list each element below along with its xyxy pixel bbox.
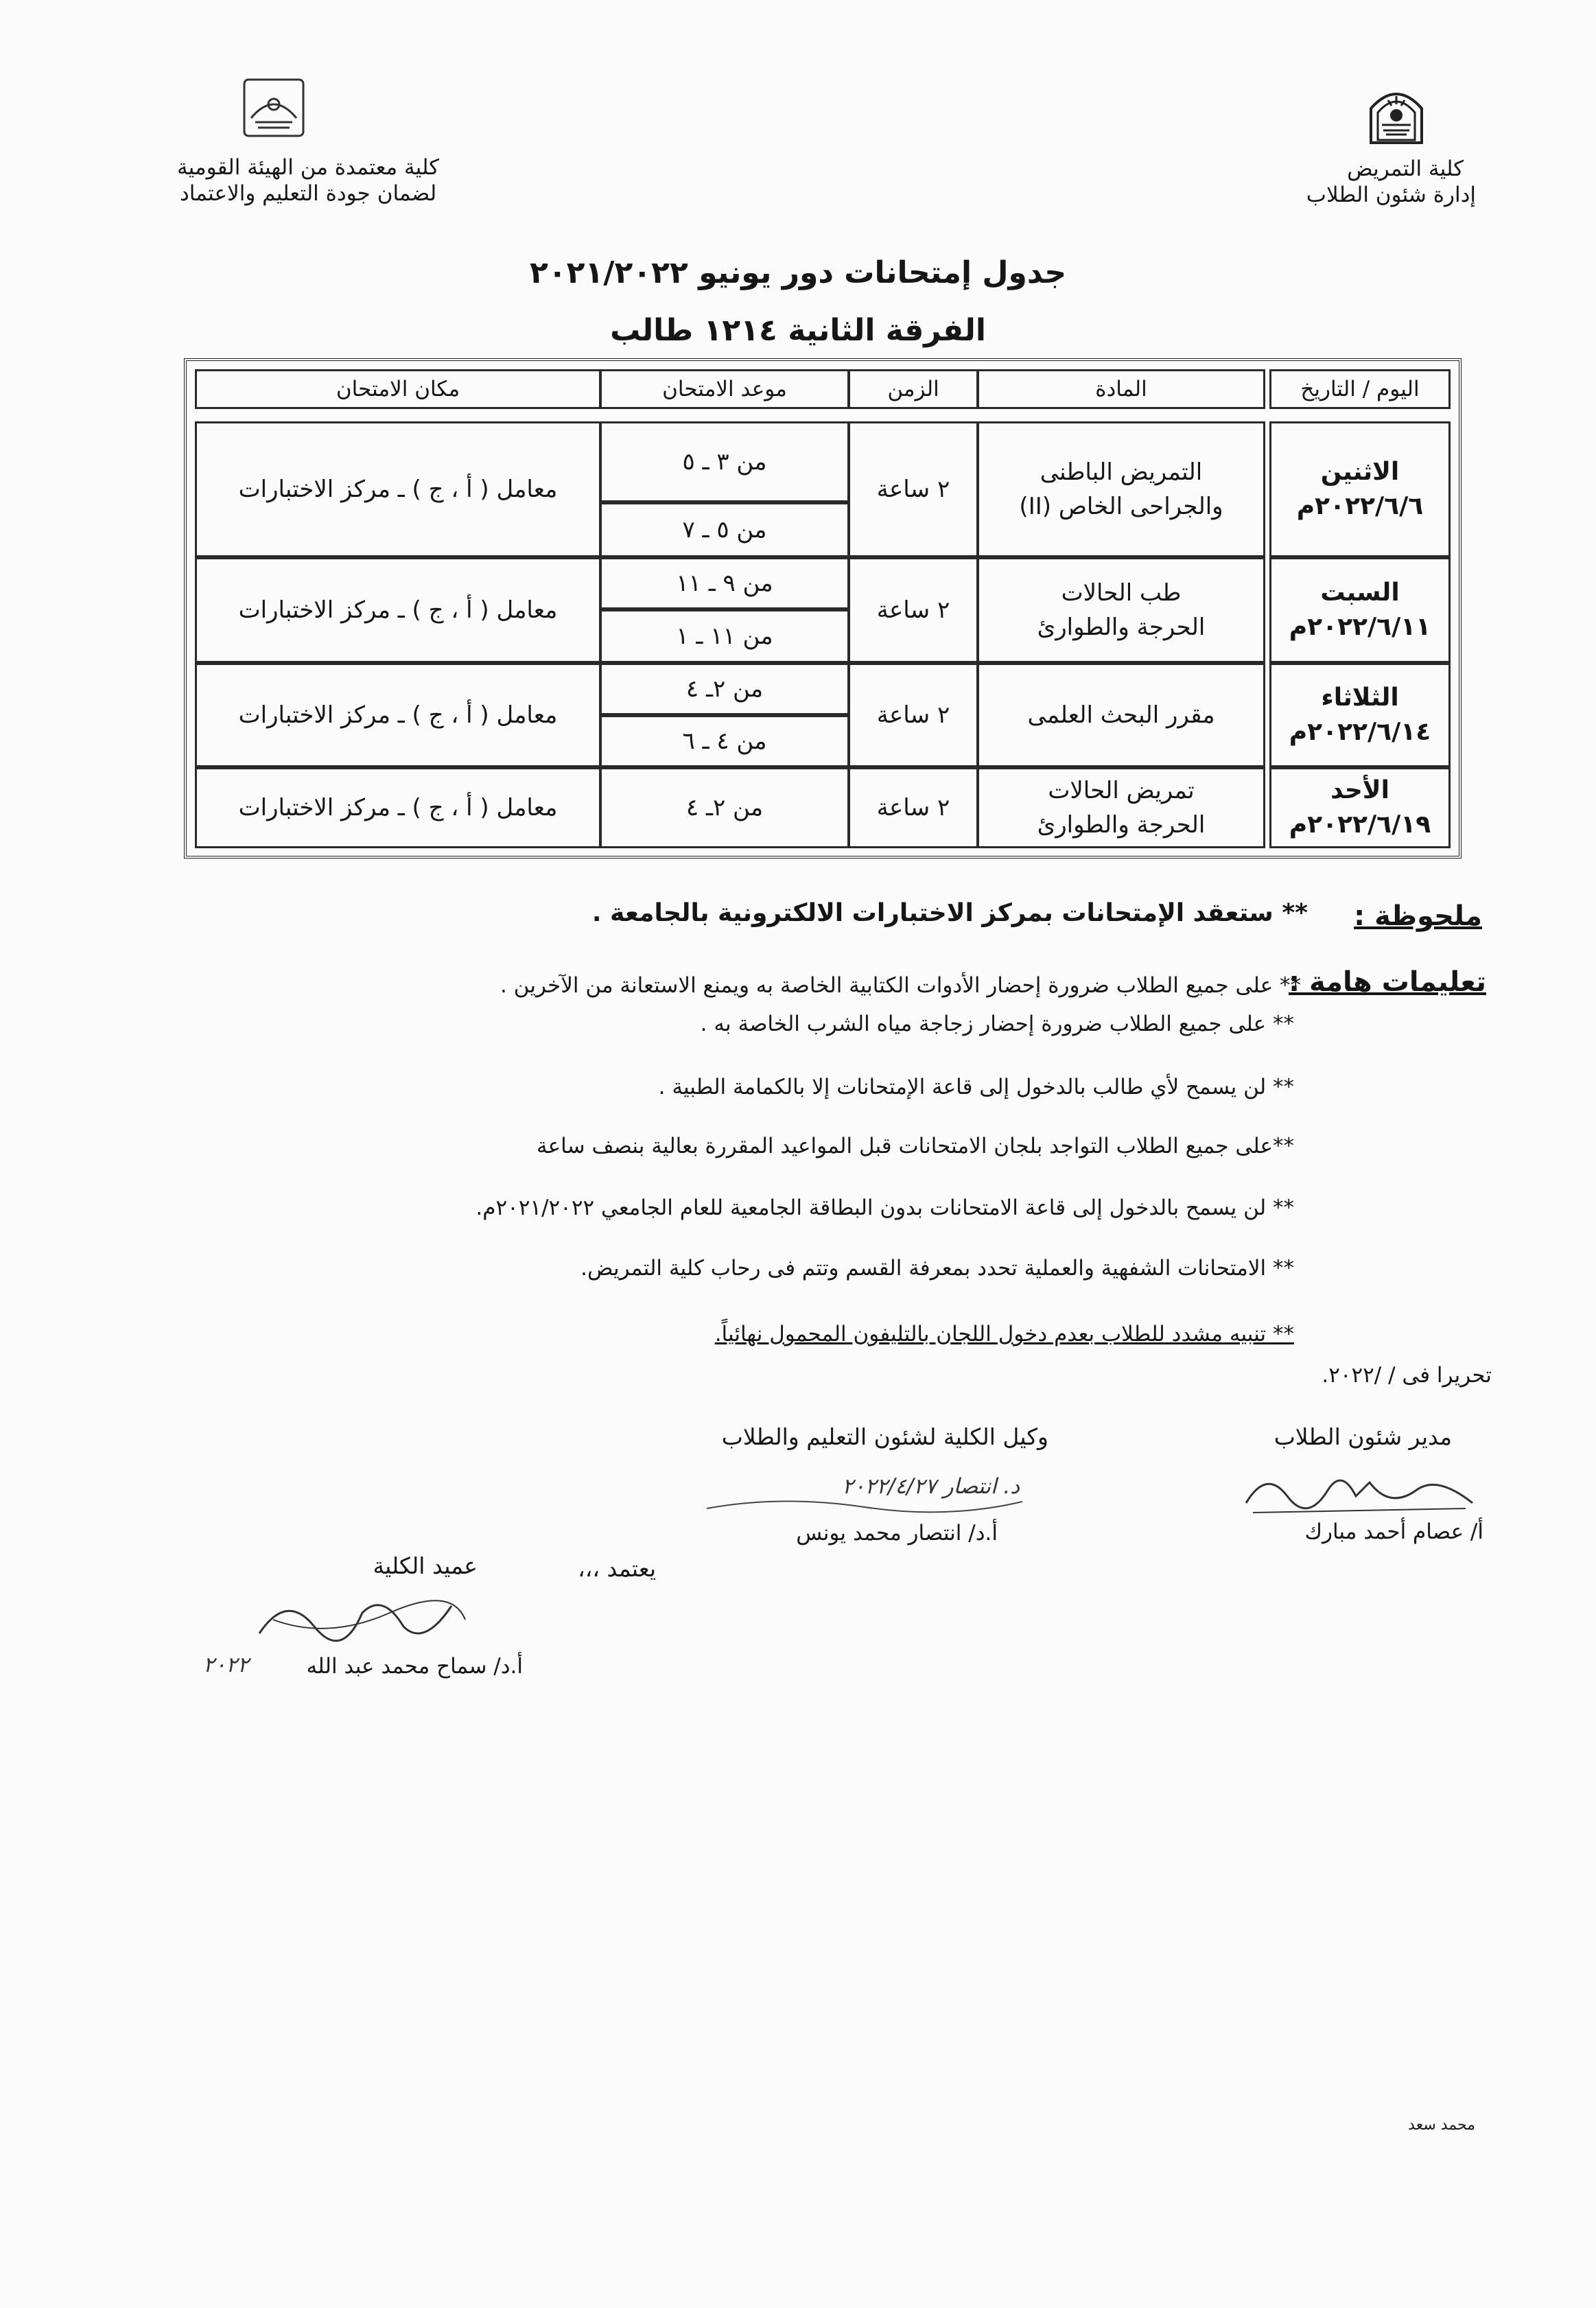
instruction-item-1: ** على جميع الطلاب ضرورة إحضار الأدوات الكتابية الخاصة به ويمنع الاستعانة من الآخرين . [500, 973, 1301, 998]
header-department-name: إدارة شئون الطلاب [1306, 183, 1476, 207]
subject-line2: والجراحى الخاص (II) [1019, 493, 1223, 520]
dean-handwriting: ٢٠٢٢ [203, 1653, 249, 1677]
vice-dean-title: وكيل الكلية لشئون التعليم والطلاب [721, 1423, 1048, 1450]
header-exam-time: موعد الامتحان [600, 369, 849, 409]
dean-signature [246, 1578, 472, 1661]
vice-dean-name: أ.د/ انتصار محمد يونس [796, 1521, 998, 1546]
table-row-duration: ٢ ساعة [848, 557, 978, 663]
header-accreditation-line1: كلية معتمدة من الهيئة القومية [177, 155, 439, 180]
date-label: ٢٠٢٢/٦/١٩م [1289, 811, 1431, 839]
subject-line1: طب الحالات [1061, 579, 1182, 607]
approved-label: يعتمد ،،، [578, 1555, 656, 1582]
accreditation-logo [242, 77, 306, 139]
note-label: ملحوظة : [1354, 900, 1482, 932]
instruction-item-2: ** على جميع الطلاب ضرورة إحضار زجاجة مياه الشرب الخاصة به . [700, 1012, 1294, 1036]
faculty-logo [1365, 81, 1427, 147]
date-label: ٢٠٢٢/٦/١١م [1289, 613, 1431, 641]
instruction-item-6: ** الامتحانات الشفهية والعملية تحدد بمعرفة القسم وتتم فى رحاب كلية التمريض. [580, 1256, 1294, 1281]
table-row-duration: ٢ ساعة [848, 663, 978, 767]
student-affairs-name: أ/ عصام أحمد مبارك [1304, 1519, 1483, 1544]
dean-name: أ.د/ سماح محمد عبد الله [306, 1654, 523, 1679]
header-faculty-name: كلية التمريض [1347, 156, 1464, 181]
table-row-time-2: من ١١ ـ ١ [600, 609, 849, 663]
instruction-item-5: ** لن يسمح بالدخول إلى قاعة الامتحانات بدون البطاقة الجامعية للعام الجامعي ٢٠٢١/٢٠٢٢م. [476, 1196, 1294, 1220]
vice-dean-signature [700, 1467, 1029, 1522]
schedule-title: جدول إمتحانات دور يونيو ٢٠٢١/٢٠٢٢ [529, 255, 1067, 290]
table-row-time-2: من ٤ ـ ٦ [600, 715, 849, 767]
table-row-duration: ٢ ساعة [848, 767, 978, 848]
table-row-subject [977, 557, 1265, 663]
header-day-date: اليوم / التاريخ [1269, 369, 1451, 409]
table-row-place: معامل ( أ ، ج ) ـ مركز الاختبارات [195, 663, 601, 767]
header-accreditation-line2: لضمان جودة التعليم والاعتماد [180, 181, 437, 206]
dated-line: تحريرا فى / /٢٠٢٢. [1322, 1363, 1492, 1388]
table-row-day-date [1269, 421, 1451, 557]
day-label: الثلاثاء [1321, 684, 1399, 712]
dean-title: عميد الكلية [373, 1552, 478, 1579]
header-exam-place: مكان الامتحان [195, 369, 601, 409]
day-label: السبت [1320, 579, 1400, 607]
subject-line2: الحرجة والطوارئ [1037, 811, 1206, 839]
header-subject: المادة [977, 369, 1265, 409]
table-row-time-1: من ٢ـ ٤ [600, 767, 849, 848]
table-row-day-date [1269, 767, 1451, 848]
subject-line1: تمريض الحالات [1048, 777, 1195, 804]
subject-line1: التمريض الباطنى [1040, 458, 1203, 486]
table-row-time-1: من ٩ ـ ١١ [600, 557, 849, 609]
instruction-item-7: ** تنبيه مشدد للطلاب بعدم دخول اللجان بالتليفون المحمول نهائياً. [714, 1322, 1294, 1347]
table-row-subject: مقرر البحث العلمى [977, 663, 1265, 767]
table-row-day-date [1269, 557, 1451, 663]
table-row-day-date [1269, 663, 1451, 767]
subject-line2: الحرجة والطوارئ [1037, 614, 1206, 641]
table-row-subject [977, 421, 1265, 557]
header-duration: الزمن [848, 369, 978, 409]
table-row-place: معامل ( أ ، ج ) ـ مركز الاختبارات [195, 557, 601, 663]
instructions-label: تعليمات هامة : [1289, 966, 1486, 998]
day-label: الأحد [1330, 776, 1389, 804]
instruction-item-3: ** لن يسمح لأي طالب بالدخول إلى قاعة الإمتحانات إلا بالكمامة الطبية . [658, 1075, 1294, 1099]
date-label: ٢٠٢٢/٦/١٤م [1289, 718, 1431, 746]
student-affairs-signature [1239, 1455, 1479, 1521]
date-label: ٢٠٢٢/٦/٦م [1296, 492, 1424, 520]
instruction-item-4: **على جميع الطلاب التواجد بلجان الامتحانات قبل المواعيد المقررة بعالية بنصف ساعة [537, 1134, 1294, 1158]
table-row-place: معامل ( أ ، ج ) ـ مركز الاختبارات [195, 767, 601, 848]
table-row-time-1: من ٣ ـ ٥ [600, 421, 849, 502]
table-row-place: معامل ( أ ، ج ) ـ مركز الاختبارات [195, 421, 601, 557]
table-row-time-2: من ٥ ـ ٧ [600, 502, 849, 557]
day-label: الاثنين [1320, 458, 1400, 486]
table-row-duration: ٢ ساعة [848, 421, 978, 557]
student-affairs-title: مدير شئون الطلاب [1274, 1423, 1452, 1450]
vice-dean-handwriting: د. انتصار ٢٠٢٢/٤/٢٧ [842, 1474, 1020, 1499]
footer-initials: محمد سعد [1408, 2117, 1475, 2134]
table-row-time-1: من ٢ـ ٤ [600, 663, 849, 715]
note-text: ** ستعقد الإمتحانات بمركز الاختبارات الالكترونية بالجامعة . [591, 899, 1308, 927]
table-row-subject [977, 767, 1265, 848]
schedule-subtitle: الفرقة الثانية ١٢١٤ طالب [610, 313, 986, 348]
